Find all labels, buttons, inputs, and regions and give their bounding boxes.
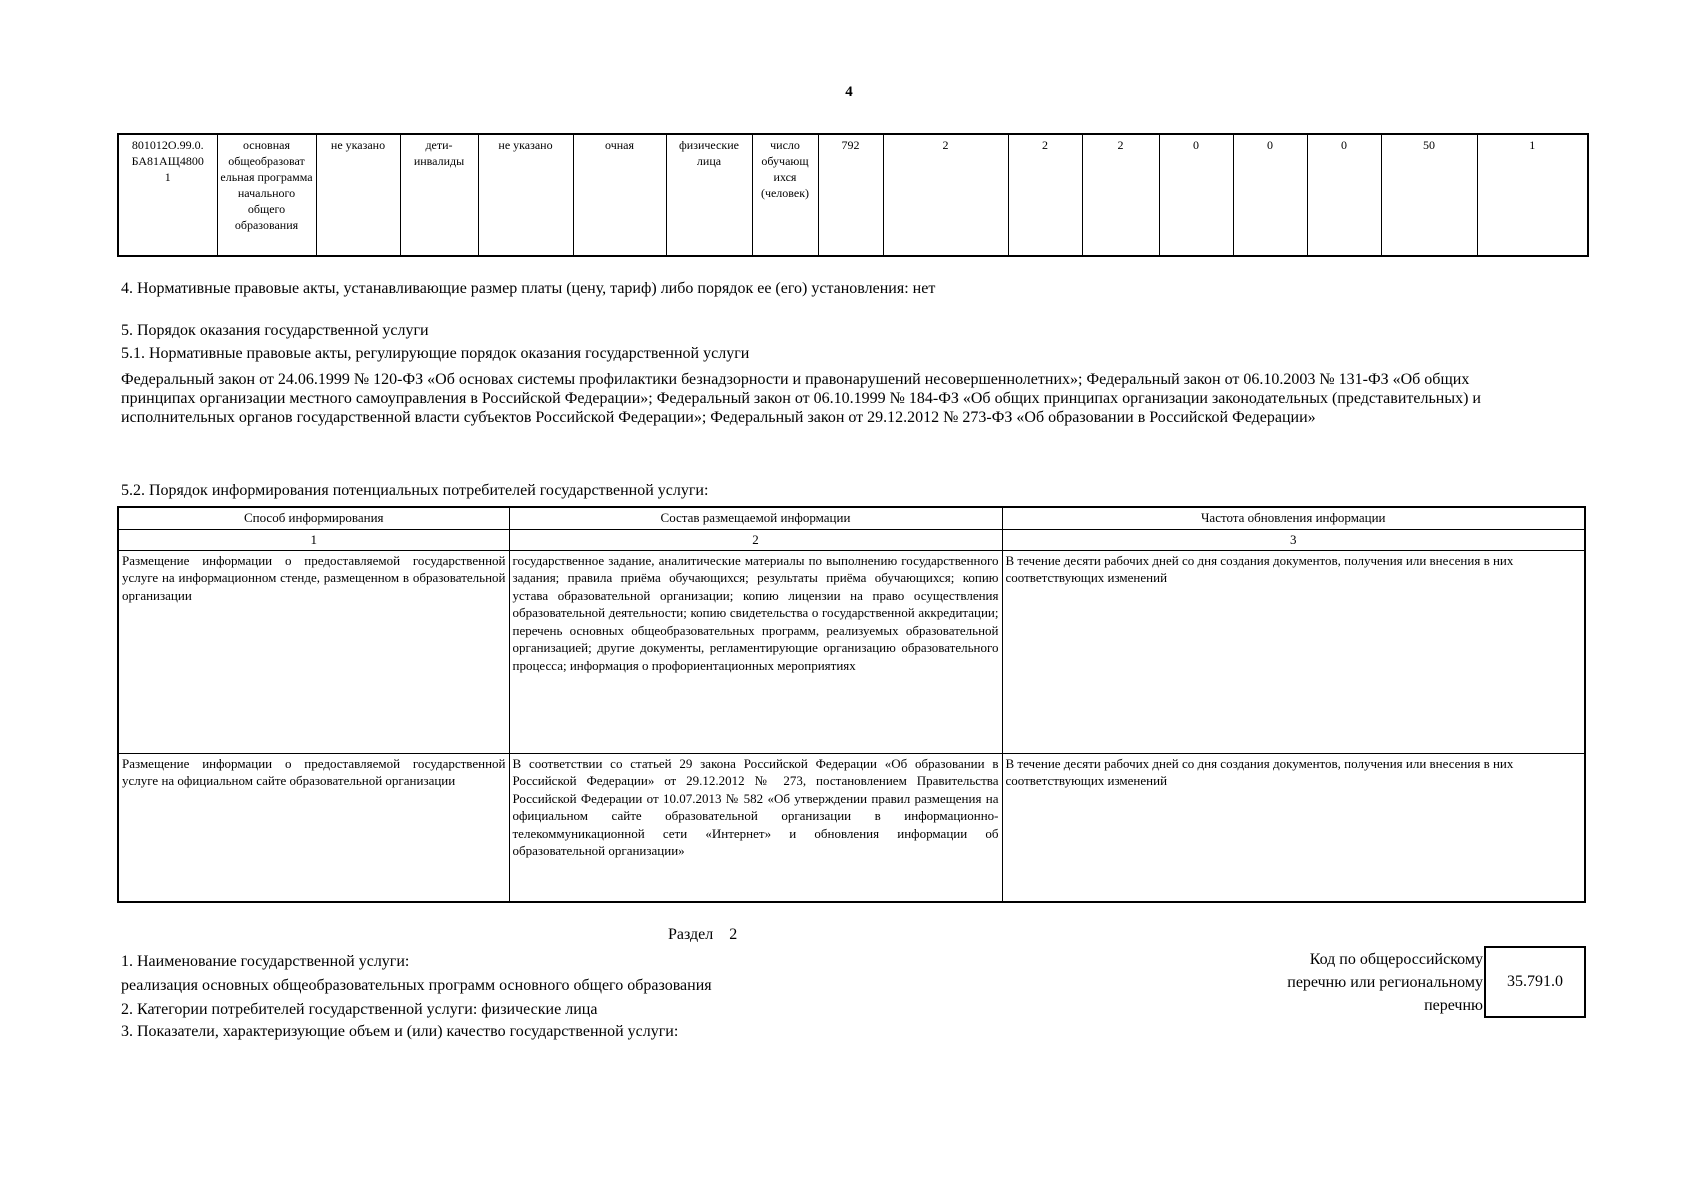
column-header: Состав размещаемой информации	[509, 507, 1002, 530]
value-cell: 2	[1082, 134, 1159, 256]
service-name-label: 1. Наименование государственной услуги:	[121, 953, 410, 970]
column-number: 1	[118, 530, 509, 551]
code-value-box	[1484, 946, 1586, 1018]
content-cell: В соответствии со статьей 29 закона Российской Федерации «Об образовании в Российской Федерации» от 29.12.2012 № 273, постановлением Правительства Российской Федерации от 10.07.2013 № 582 «Об утверждении правил размещения на официальном сайте образовательной организации в информационно-телекоммуникационной сети «Интернет» и обновления информации об образовательной организации»	[509, 753, 1002, 902]
method-cell: Размещение информации о предоставляемой государственной услуге на информационном стенде, размещенном в образовательной организации	[118, 550, 509, 753]
laws-paragraph: Федеральный закон от 24.06.1999 № 120-ФЗ «Об основах системы профилактики безнадзорности и правонарушений несовершеннолетних»; Федеральный закон от 06.10.2003 № 131-ФЗ «Об общих принципах организации местного самоуправления в Российской Федерации»; Федеральный закон от 06.10.1999 № 184-ФЗ «Об общих принципах организации законодательных (представительных) и исполнительных органов государственной власти субъектов Российской Федерации»; Федеральный закон от 29.12.2012 № 273-ФЗ «Об образовании в Российской Федерации»	[121, 371, 1481, 426]
category-cell: дети-инвалиды	[400, 134, 478, 256]
cell: не указано	[316, 134, 400, 256]
code-value: 35.791.0	[1507, 973, 1563, 990]
value-cell: 2	[1008, 134, 1082, 256]
value-cell: 2	[883, 134, 1008, 256]
indicators-heading: 3. Показатели, характеризующие объем и (или) качество государственной услуги:	[121, 1023, 679, 1040]
column-number: 2	[509, 530, 1002, 551]
okei-cell: 792	[818, 134, 883, 256]
cell: не указано	[478, 134, 573, 256]
program-cell: основная общеобразоват ельная программа начального общего образования	[217, 134, 316, 256]
section-4-text: 4. Нормативные правовые акты, устанавливающие размер платы (цену, тариф) либо порядок ее (его) установления: нет	[121, 280, 936, 297]
column-header: Частота обновления информации	[1002, 507, 1585, 530]
value-cell: 0	[1307, 134, 1381, 256]
section-5-2-heading: 5.2. Порядок информирования потенциальных потребителей государственной услуги:	[121, 482, 709, 499]
section-heading: Раздел 2	[668, 926, 738, 943]
value-cell: 0	[1159, 134, 1233, 256]
table-row	[118, 134, 1588, 256]
table-row	[118, 550, 1585, 753]
value-cell: 50	[1381, 134, 1477, 256]
page-number: 4	[845, 84, 853, 100]
column-number-row	[118, 530, 1585, 551]
service-name: реализация основных общеобразовательных программ основного общего образования	[121, 977, 712, 994]
indicators-table	[117, 133, 1589, 257]
consumer-cell: физические лица	[666, 134, 752, 256]
frequency-cell: В течение десяти рабочих дней со дня создания документов, получения или внесения в них соответствующих изменений	[1002, 753, 1585, 902]
code-label: Код по общероссийскому перечню или региональному перечню	[1287, 951, 1483, 1014]
registry-code-cell: 801012О.99.0. БА81АЩ4800 1	[118, 134, 217, 256]
frequency-cell: В течение десяти рабочих дней со дня создания документов, получения или внесения в них соответствующих изменений	[1002, 550, 1585, 753]
unit-cell: число обучающ ихся (человек)	[752, 134, 818, 256]
table-header-row	[118, 507, 1585, 530]
column-number: 3	[1002, 530, 1585, 551]
content-cell: государственное задание, аналитические материалы по выполнению государственного задания; правила приёма обучающихся; результаты приёма обучающихся; копию устава образовательной организации; копию лицензии на право осуществления образовательной деятельности; копию свидетельства о государственной аккредитации; перечень основных общеобразовательных программ, реализуемых образовательной организацией; другие документы, регламентирующие организацию образовательного процесса; информация о профориентационных мероприятиях	[509, 550, 1002, 753]
column-header: Способ информирования	[118, 507, 509, 530]
table-row	[118, 753, 1585, 902]
method-cell: Размещение информации о предоставляемой государственной услуге на официальном сайте образовательной организации	[118, 753, 509, 902]
form-cell: очная	[573, 134, 666, 256]
value-cell: 0	[1233, 134, 1307, 256]
information-table	[117, 506, 1586, 903]
section-5-1-heading: 5.1. Нормативные правовые акты, регулирующие порядок оказания государственной услуги	[121, 345, 750, 362]
consumers-text: 2. Категории потребителей государственной услуги: физические лица	[121, 1001, 598, 1018]
value-cell: 1	[1477, 134, 1588, 256]
section-5-heading: 5. Порядок оказания государственной услуги	[121, 322, 429, 339]
